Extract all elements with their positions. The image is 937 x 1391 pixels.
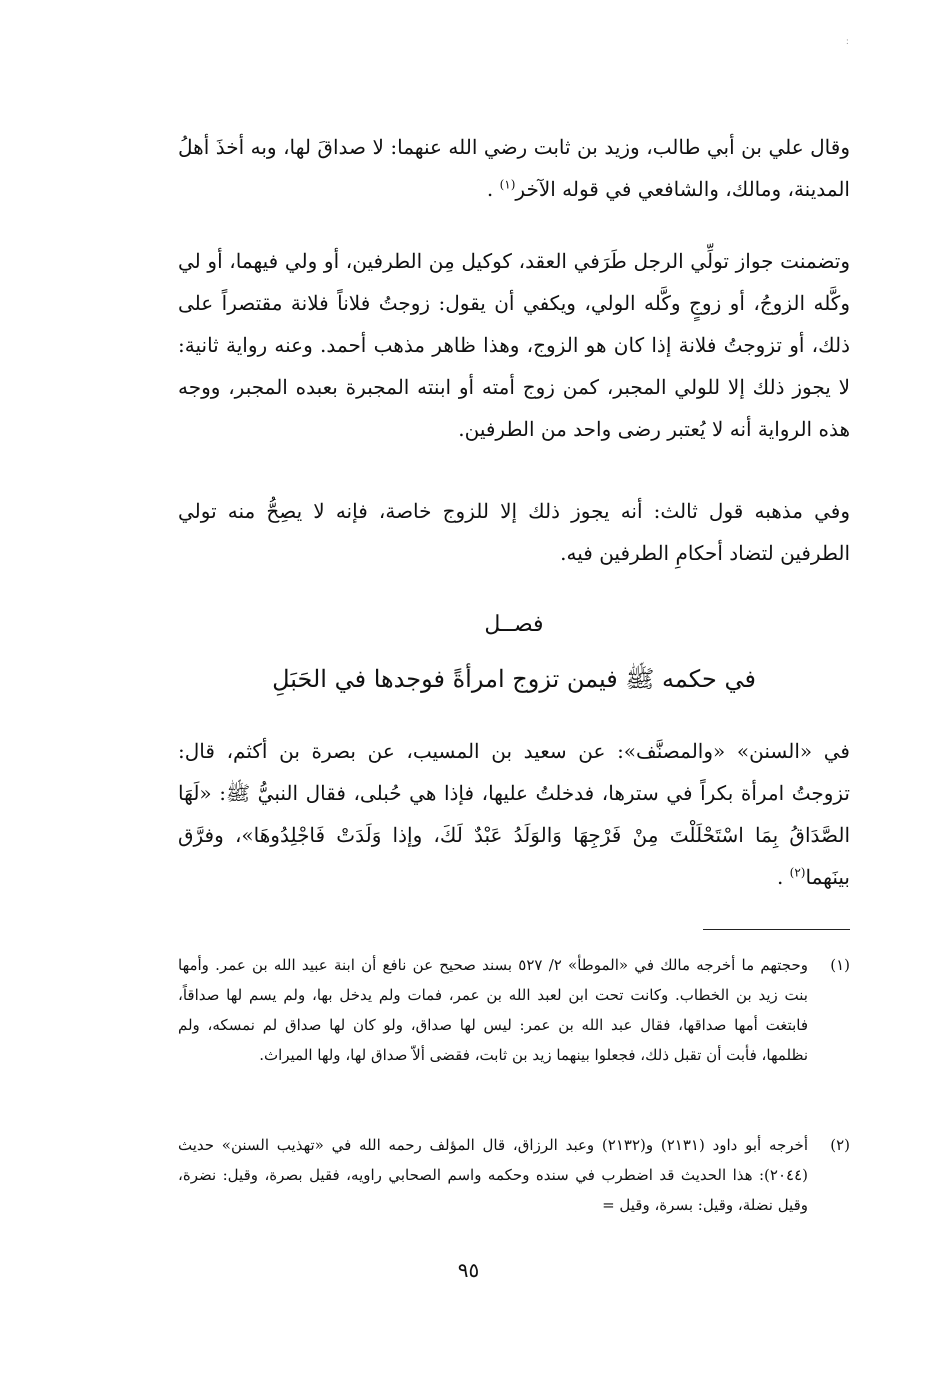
footnote-ref-1: (١) [499, 177, 516, 192]
footnote-2 [178, 1130, 850, 1220]
footnote-1-number: (١) [830, 956, 850, 974]
paragraph-4-text: في «السنن» «والمصنَّف»: عن سعيد بن المسيب، عن بصرة بن أكثم، قال: تزوجتُ امرأة بكراً في سترها، فدخلتُ عليها، فإذا هي حُبلى، فقال النبيُّ ﷺ: «لَهَا الصَّدَاقُ بِمَا اسْتَحْلَلْتَ مِنْ فَرْجِهَا وَالوَلَدُ عَبْدٌ لَكَ، وإذا وَلَدَتْ فَاجْلِدُوهَا»، وفرَّق بينَهما [178, 739, 850, 889]
paragraph-4 [178, 730, 850, 898]
footnote-2-number: (٢) [830, 1136, 850, 1154]
page-number: ٩٥ [457, 1258, 480, 1282]
footnote-ref-2: (٢) [789, 865, 806, 880]
paragraph-1-text: وقال علي بن أبي طالب، وزيد بن ثابت رضي الله عنهما: لا صداقَ لها، وبه أخذَ أهلُ المدينة، ومالك، والشافعي في قوله الآخر [178, 135, 850, 201]
paragraph-1-end: . [486, 177, 500, 201]
paragraph-2-text: وتضمنت جواز تولِّي الرجل طَرَفي العقد، كوكيل مِن الطرفين، أو ولي فيهما، أو لي وكَّله الزوجُ، أو زوجٍ وكَّله الولي، ويكفي أن يقول: زوجتُ فلاناً فلانة مقتصراً على ذلك، أو تزوجتُ فلانة إذا كان هو الزوج، وهذا ظاهر مذهب أحمد. وعنه رواية ثانية: لا يجوز ذلك إلا للولي المجبر، كمن زوج أمته أو ابنته المجبرة بعبده المجبر، ووجه هذه الرواية أنه لا يُعتبر رضى واحد من الطرفين. [178, 249, 850, 441]
paragraph-1 [178, 126, 850, 210]
section-subtitle: في حكمه ﷺ فيمن تزوج امرأةً فوجدها في الحَبَلِ [272, 665, 756, 693]
footnote-1-text: وحجتهم ما أخرجه مالك في «الموطأ» ٢/ ٥٢٧ بسند صحيح عن نافع أن ابنة عبيد الله بن عمر. وأمها بنت زيد بن الخطاب. وكانت تحت ابن لعبد الله بن عمر، فمات ولم يدخل بها، ولم يسم لها صداقاً، فابتغت أمها صداقها، فقال عبد الله بن عمر: ليس لها صداق، ولو كان لها صداق لم نمسكه، ولم نظلمها، فأبت أن تقبل ذلك، فجعلوا بينهما زيد بن ثابت، فقضى ألاّ صداق لها، ولها الميراث. [178, 956, 808, 1064]
paragraph-2 [178, 240, 850, 450]
footnote-2-text: أخرجه أبو داود (٢١٣١) و(٢١٣٢) وعبد الرزاق، قال المؤلف رحمه الله في «تهذيب السنن» حديث (٢٠٤٤): هذا الحديث قد اضطرب في سنده وحكمه واسم الصحابي راويه، فقيل بصرة، وقيل: نضرة، وقيل نضلة، وقيل: بسرة، وقيل = [178, 1136, 808, 1214]
paragraph-3 [178, 490, 850, 574]
footnote-divider [703, 929, 850, 930]
footnote-1 [178, 950, 850, 1070]
paragraph-4-end: . [776, 865, 790, 889]
paragraph-3-text: وفي مذهبه قول ثالث: أنه يجوز ذلك إلا للزوج خاصة، فإنه لا يصِحُّ منه تولي الطرفين لتضاد أحكامِ الطرفين فيه. [178, 499, 850, 565]
section-heading: فصــل [484, 612, 544, 637]
